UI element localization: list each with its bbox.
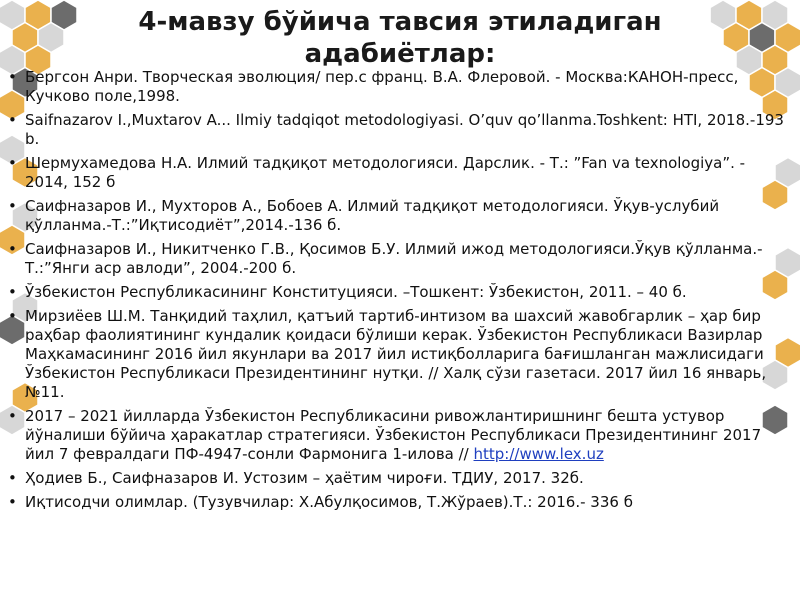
reference-item bbox=[6, 307, 790, 402]
lex-uz-link[interactable]: http://www.lex.uz bbox=[473, 445, 604, 463]
reference-item bbox=[6, 407, 790, 464]
reference-item bbox=[6, 240, 790, 278]
reference-text: Саифназаров И., Никитченко Г.В., Қосимов Б.У. Илмий ижод методологияси.Ўқув қўлланма.-Т.:”Янги аср авлоди”, 2004.-200 б. bbox=[25, 240, 763, 277]
reference-item bbox=[6, 469, 790, 488]
reference-text: Ҳодиев Б., Саифназаров И. Устозим – ҳаётим чироғи. ТДИУ, 2017. 32б. bbox=[25, 469, 584, 487]
reference-item bbox=[6, 154, 790, 192]
reference-text: Шермухамедова Н.А. Илмий тадқиқот методологияси. Дарслик. - Т.: ”Fan va texnologiya”. - 2014, 152 б bbox=[25, 154, 746, 191]
reference-text: 2017 – 2021 йилларда Ўзбекистон Республикасини ривожлантиришнинг бешта устувор йўналиши бўйича ҳаракатлар стратегияси. Ўзбекистон Республикаси Президентининг 2017 йил 7 февралдаги ПФ-4947-сонли Фармонига 1-илова // bbox=[25, 407, 762, 463]
reference-text: Ўзбекистон Республикасининг Конституцияси. –Тошкент: Ўзбекистон, 2011. – 40 б. bbox=[25, 283, 687, 301]
reference-text: Иқтисодчи олимлар. (Тузувчилар: Х.Абулқосимов, Т.Жўраев).Т.: 2016.- 336 б bbox=[25, 493, 633, 511]
reference-text: Saifnazarov I.,Muxtarov A... Ilmiy tadqiqot metodologiyasi. O’quv qo’llanma.Toshkent: HTI, 2018.-193 b. bbox=[25, 111, 784, 148]
reference-item bbox=[6, 283, 790, 302]
reference-item bbox=[6, 197, 790, 235]
reference-text: Саифназаров И., Мухторов А., Бобоев А. Илмий тадқиқот методологияси. Ўқув-услубий қўлланма.-Т.:”Иқтисодиёт”,2014.-136 б. bbox=[25, 197, 720, 234]
reference-text: Мирзиёев Ш.М. Танқидий таҳлил, қатъий тартиб-интизом ва шахсий жавобгарлик – ҳар бир раҳбар фаолиятининг кундалик қоидаси бўлиши керак. Ўзбекистон Республикаси Вазирлар Маҳкамасининг 2016 йил якунлари ва 2017 йил истиқболларига бағишланган мажлисидаги Ўзбекистон Республикаси Президентининг нутқи. // Халқ сўзи газетаси. 2017 йил 16 январь, №11. bbox=[25, 307, 767, 401]
reference-list bbox=[6, 68, 790, 517]
slide-title: 4-мавзу бўйича тавсия этиладиган адабиётлар: bbox=[138, 7, 662, 69]
reference-text: Бергсон Анри. Творческая эволюция/ пер.с франц. В.А. Флеровой. - Москва:КАНОН-пресс, Кучково поле,1998. bbox=[25, 68, 739, 105]
reference-item bbox=[6, 111, 790, 149]
reference-item bbox=[6, 68, 790, 106]
reference-item bbox=[6, 493, 790, 512]
